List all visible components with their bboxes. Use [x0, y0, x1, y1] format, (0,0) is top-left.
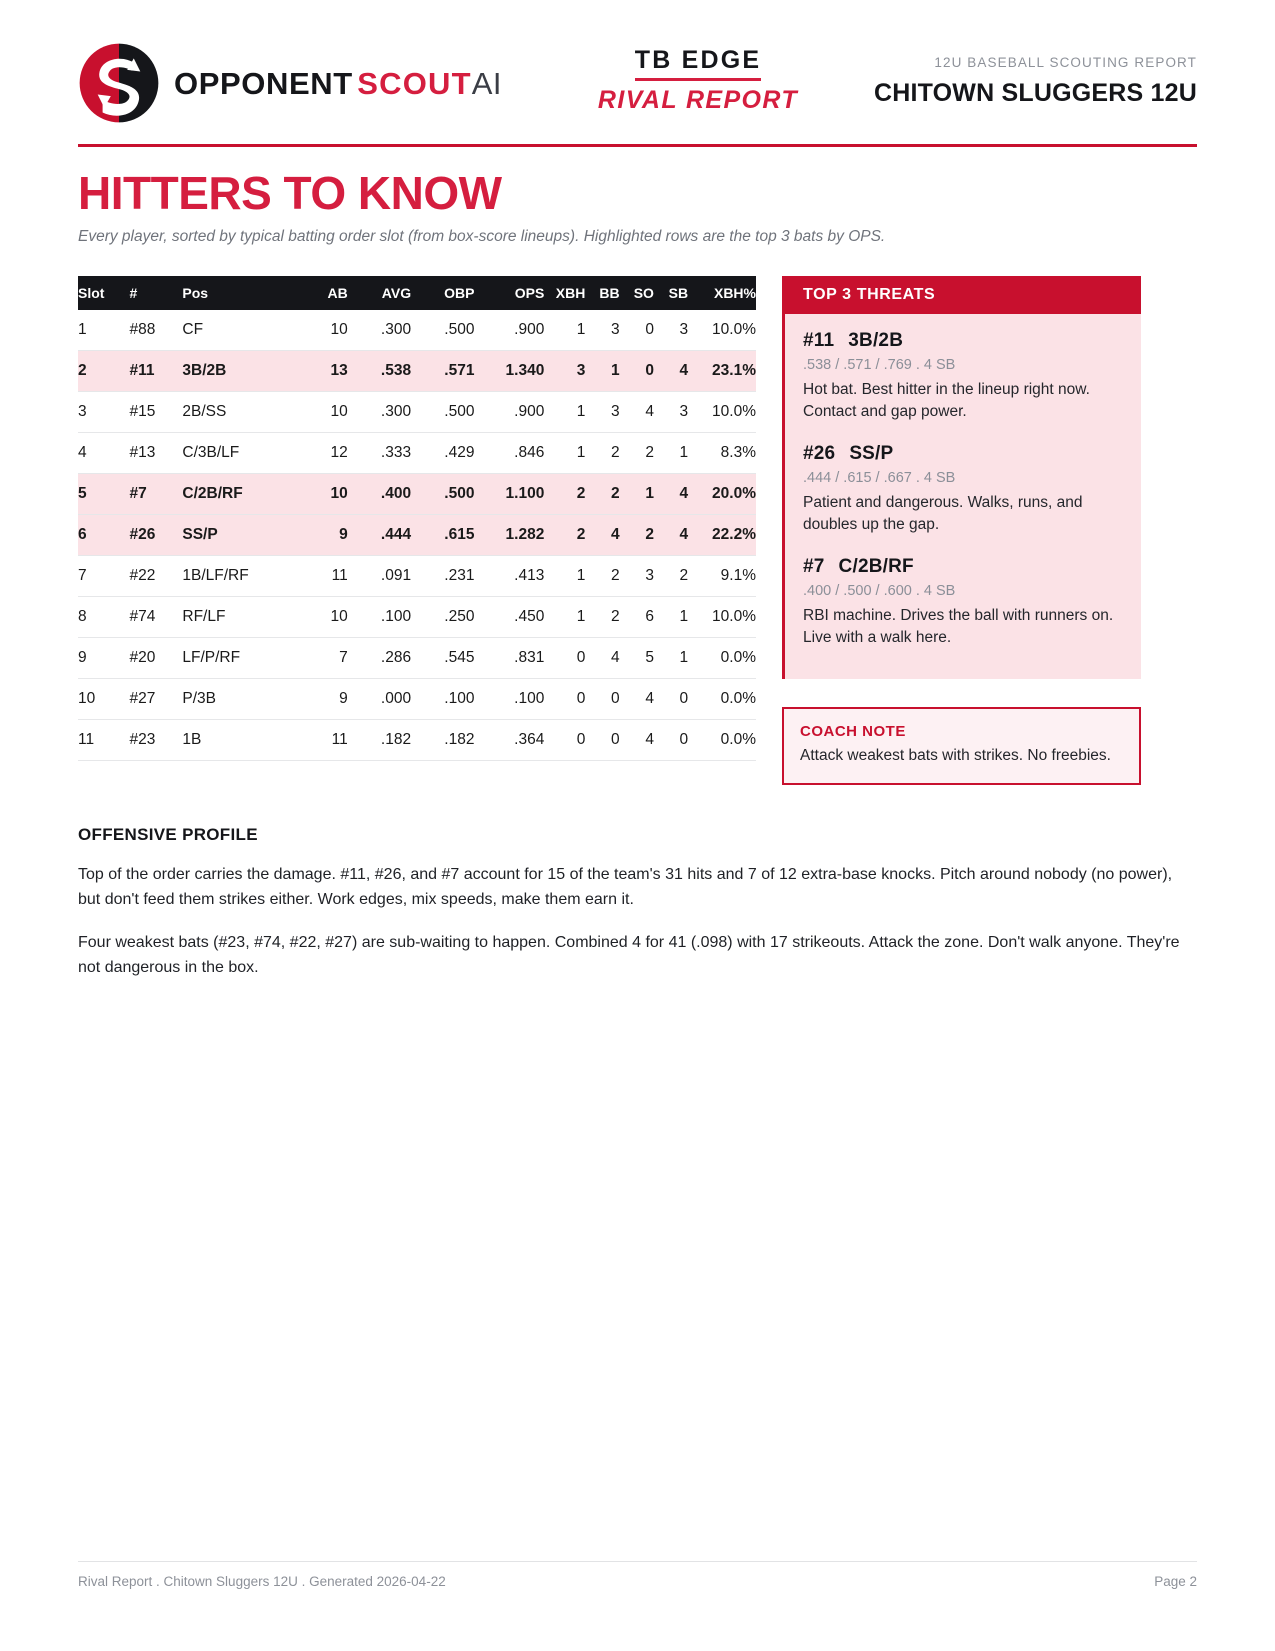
top-threats-list [785, 314, 1141, 679]
cell-avg: .538 [348, 351, 411, 392]
cell-ab: 10 [298, 597, 348, 638]
report-series-label [522, 46, 874, 121]
threat-slash-line: .444 / .615 / .667 . 4 SB [803, 470, 956, 487]
col-header-sb: SB [654, 276, 688, 310]
cell-ops: .831 [474, 638, 544, 679]
cell-sb: 1 [654, 597, 688, 638]
cell-so: 1 [620, 474, 654, 515]
threat-card [803, 556, 1123, 649]
cell-number: #15 [129, 392, 182, 433]
threat-player-heading [803, 443, 1123, 465]
threat-player-heading [803, 556, 1123, 578]
cell-slot: 3 [78, 392, 129, 433]
footer-meta: Rival Report . Chitown Sluggers 12U . Generated 2026-04-22 [78, 1574, 446, 1589]
cell-pos: P/3B [182, 679, 297, 720]
cell-obp: .571 [411, 351, 474, 392]
cell-slot: 11 [78, 720, 129, 761]
page-subtitle: Every player, sorted by typical batting order slot (from box-score lineups). Highlighted rows are the top 3 bats by OPS. [78, 228, 886, 246]
series-subtitle: RIVAL REPORT [597, 85, 799, 114]
opponent-scout-logo-icon [78, 42, 160, 124]
cell-avg: .286 [348, 638, 411, 679]
cell-avg: .444 [348, 515, 411, 556]
cell-obp: .545 [411, 638, 474, 679]
offensive-profile-title: OFFENSIVE PROFILE [78, 825, 258, 845]
cell-so: 2 [620, 433, 654, 474]
cell-ab: 9 [298, 515, 348, 556]
cell-ops: .846 [474, 433, 544, 474]
threat-player-number: #11 [803, 330, 835, 352]
cell-bb: 0 [585, 679, 619, 720]
cell-sb: 4 [654, 474, 688, 515]
cell-slot: 5 [78, 474, 129, 515]
footer-page-number: Page 2 [1154, 1574, 1197, 1589]
cell-ops: .450 [474, 597, 544, 638]
col-header-obp: OBP [411, 276, 474, 310]
cell-obp: .500 [411, 392, 474, 433]
cell-xbh-pct: 10.0% [688, 597, 756, 638]
cell-xbh: 2 [544, 515, 585, 556]
threat-scouting-note: RBI machine. Drives the ball with runners on. Live with a walk here. [803, 607, 1114, 647]
cell-ops: .900 [474, 310, 544, 351]
cell-bb: 2 [585, 597, 619, 638]
cell-xbh-pct: 23.1% [688, 351, 756, 392]
cell-slot: 2 [78, 351, 129, 392]
cell-sb: 0 [654, 679, 688, 720]
cell-xbh-pct: 0.0% [688, 679, 756, 720]
cell-slot: 8 [78, 597, 129, 638]
table-body [78, 310, 756, 761]
cell-xbh: 0 [544, 679, 585, 720]
hitters-table [78, 276, 756, 761]
cell-bb: 3 [585, 392, 619, 433]
coach-note-title: COACH NOTE [800, 723, 906, 741]
cell-ops: .413 [474, 556, 544, 597]
col-header-pos: Pos [182, 276, 297, 310]
cell-ops: 1.282 [474, 515, 544, 556]
cell-so: 3 [620, 556, 654, 597]
cell-ab: 7 [298, 638, 348, 679]
cell-ab: 10 [298, 310, 348, 351]
logo-word-ai: AI [471, 65, 503, 101]
cell-ab: 11 [298, 720, 348, 761]
team-name: CHITOWN SLUGGERS 12U [873, 78, 1197, 107]
cell-bb: 2 [585, 474, 619, 515]
cell-bb: 4 [585, 515, 619, 556]
cell-ab: 11 [298, 556, 348, 597]
cell-number: #23 [129, 720, 182, 761]
cell-number: #7 [129, 474, 182, 515]
cell-so: 4 [620, 679, 654, 720]
cell-bb: 4 [585, 638, 619, 679]
threat-player-number: #26 [803, 443, 836, 465]
col-header-avg: AVG [348, 276, 411, 310]
offensive-profile-paragraph-1: Top of the order carries the damage. #11, #26, and #7 account for 15 of the team's 31 hits and 7 of 12 extra-base knocks. Pitch around nobody (no power), but don't feed them strikes either. Work edges, mix speeds, make them earn it. [78, 866, 1173, 909]
cell-sb: 3 [654, 310, 688, 351]
cell-number: #20 [129, 638, 182, 679]
cell-bb: 2 [585, 433, 619, 474]
cell-so: 5 [620, 638, 654, 679]
cell-obp: .231 [411, 556, 474, 597]
threat-player-position: SS/P [849, 443, 894, 465]
cell-number: #22 [129, 556, 182, 597]
threat-slash-line: .400 / .500 / .600 . 4 SB [803, 583, 956, 600]
logo-line-opponent: OPPONENT [174, 65, 353, 101]
cell-xbh-pct: 10.0% [688, 310, 756, 351]
content-area [78, 276, 1197, 785]
cell-xbh: 3 [544, 351, 585, 392]
cell-avg: .300 [348, 310, 411, 351]
cell-slot: 6 [78, 515, 129, 556]
cell-obp: .500 [411, 474, 474, 515]
cell-avg: .400 [348, 474, 411, 515]
cell-bb: 3 [585, 310, 619, 351]
cell-xbh-pct: 0.0% [688, 720, 756, 761]
cell-obp: .250 [411, 597, 474, 638]
table-row [78, 515, 756, 556]
cell-bb: 0 [585, 720, 619, 761]
offensive-profile-section [78, 825, 1197, 980]
cell-obp: .182 [411, 720, 474, 761]
cell-avg: .000 [348, 679, 411, 720]
cell-ops: 1.100 [474, 474, 544, 515]
coach-note-body: Attack weakest bats with strikes. No freebies. [800, 747, 1111, 765]
cell-sb: 1 [654, 433, 688, 474]
report-kicker: 12U BASEBALL SCOUTING REPORT [934, 54, 1197, 70]
cell-avg: .100 [348, 597, 411, 638]
threat-card [803, 330, 1123, 423]
cell-ops: .364 [474, 720, 544, 761]
cell-avg: .091 [348, 556, 411, 597]
top-threats-panel [782, 276, 1141, 679]
table-row [78, 310, 756, 351]
col-header-ops: OPS [474, 276, 544, 310]
cell-sb: 3 [654, 392, 688, 433]
cell-xbh: 1 [544, 310, 585, 351]
cell-slot: 9 [78, 638, 129, 679]
cell-pos: LF/P/RF [182, 638, 297, 679]
cell-number: #74 [129, 597, 182, 638]
cell-ab: 13 [298, 351, 348, 392]
cell-so: 0 [620, 351, 654, 392]
offensive-profile-paragraph-2: Four weakest bats (#23, #74, #22, #27) are sub-waiting to happen. Combined 4 for 41 (.098) with 17 strikeouts. Attack the zone. Don't walk anyone. They're not dangerous in the box. [78, 933, 1180, 976]
threat-slash-line: .538 / .571 / .769 . 4 SB [803, 357, 956, 374]
threat-player-number: #7 [803, 556, 825, 578]
table-row [78, 597, 756, 638]
cell-pos: 3B/2B [182, 351, 297, 392]
cell-pos: SS/P [182, 515, 297, 556]
threat-card [803, 443, 1123, 536]
cell-pos: CF [182, 310, 297, 351]
threat-player-heading [803, 330, 1123, 352]
cell-xbh-pct: 9.1% [688, 556, 756, 597]
cell-xbh: 1 [544, 597, 585, 638]
cell-sb: 4 [654, 351, 688, 392]
cell-slot: 10 [78, 679, 129, 720]
cell-ops: .100 [474, 679, 544, 720]
table-row [78, 556, 756, 597]
threat-scouting-note: Patient and dangerous. Walks, runs, and doubles up the gap. [803, 494, 1083, 534]
cell-xbh-pct: 0.0% [688, 638, 756, 679]
cell-obp: .100 [411, 679, 474, 720]
cell-ab: 9 [298, 679, 348, 720]
cell-xbh: 1 [544, 556, 585, 597]
cell-pos: 2B/SS [182, 392, 297, 433]
table-row [78, 392, 756, 433]
cell-pos: 1B [182, 720, 297, 761]
cell-number: #13 [129, 433, 182, 474]
cell-avg: .333 [348, 433, 411, 474]
cell-bb: 2 [585, 556, 619, 597]
cell-sb: 2 [654, 556, 688, 597]
cell-number: #26 [129, 515, 182, 556]
cell-ab: 10 [298, 474, 348, 515]
cell-xbh: 2 [544, 474, 585, 515]
cell-so: 0 [620, 310, 654, 351]
cell-so: 6 [620, 597, 654, 638]
cell-slot: 4 [78, 433, 129, 474]
series-title: TB EDGE [635, 46, 762, 81]
cell-so: 4 [620, 720, 654, 761]
cell-xbh-pct: 20.0% [688, 474, 756, 515]
logo-word-scout: SCOUT [357, 65, 472, 101]
cell-sb: 1 [654, 638, 688, 679]
cell-obp: .429 [411, 433, 474, 474]
threat-scouting-note: Hot bat. Best hitter in the lineup right now. Contact and gap power. [803, 381, 1090, 421]
cell-pos: C/2B/RF [182, 474, 297, 515]
col-header-xbh: XBH [544, 276, 585, 310]
cell-xbh: 1 [544, 433, 585, 474]
page-footer [78, 1561, 1197, 1589]
cell-number: #88 [129, 310, 182, 351]
cell-obp: .615 [411, 515, 474, 556]
sidebar-column [782, 276, 1141, 785]
cell-so: 4 [620, 392, 654, 433]
threat-player-position: C/2B/RF [838, 556, 914, 578]
top-threats-heading: TOP 3 THREATS [785, 276, 1141, 314]
cell-ops: .900 [474, 392, 544, 433]
table-row [78, 638, 756, 679]
cell-xbh: 0 [544, 638, 585, 679]
cell-ops: 1.340 [474, 351, 544, 392]
threat-player-position: 3B/2B [848, 330, 904, 352]
cell-bb: 1 [585, 351, 619, 392]
cell-slot: 7 [78, 556, 129, 597]
cell-pos: RF/LF [182, 597, 297, 638]
table-row [78, 679, 756, 720]
col-header-ab: AB [298, 276, 348, 310]
logo-line-scout-ai [357, 66, 502, 101]
cell-sb: 0 [654, 720, 688, 761]
table-header-row [78, 276, 756, 310]
table-row [78, 351, 756, 392]
coach-note-panel [782, 707, 1141, 785]
table-row [78, 474, 756, 515]
cell-pos: 1B/LF/RF [182, 556, 297, 597]
cell-xbh: 0 [544, 720, 585, 761]
brand-logo [78, 42, 502, 124]
cell-avg: .300 [348, 392, 411, 433]
table-row [78, 433, 756, 474]
cell-pos: C/3B/LF [182, 433, 297, 474]
cell-xbh-pct: 22.2% [688, 515, 756, 556]
table-header [78, 276, 756, 310]
cell-number: #11 [129, 351, 182, 392]
cell-ab: 12 [298, 433, 348, 474]
col-header-number: # [129, 276, 182, 310]
cell-number: #27 [129, 679, 182, 720]
col-header-bb: BB [585, 276, 619, 310]
hitters-table-column [78, 276, 756, 785]
page-title: HITTERS TO KNOW [78, 167, 502, 219]
cell-xbh: 1 [544, 392, 585, 433]
col-header-so: SO [620, 276, 654, 310]
cell-avg: .182 [348, 720, 411, 761]
cell-xbh-pct: 10.0% [688, 392, 756, 433]
cell-xbh-pct: 8.3% [688, 433, 756, 474]
cell-so: 2 [620, 515, 654, 556]
col-header-slot: Slot [78, 276, 129, 310]
cell-sb: 4 [654, 515, 688, 556]
col-header-xbh-pct: XBH% [688, 276, 756, 310]
header-divider [78, 144, 1197, 147]
cell-ab: 10 [298, 392, 348, 433]
report-identity [874, 55, 1197, 112]
cell-obp: .500 [411, 310, 474, 351]
masthead [78, 30, 1197, 130]
table-row [78, 720, 756, 761]
brand-wordmark [174, 65, 503, 101]
cell-slot: 1 [78, 310, 129, 351]
